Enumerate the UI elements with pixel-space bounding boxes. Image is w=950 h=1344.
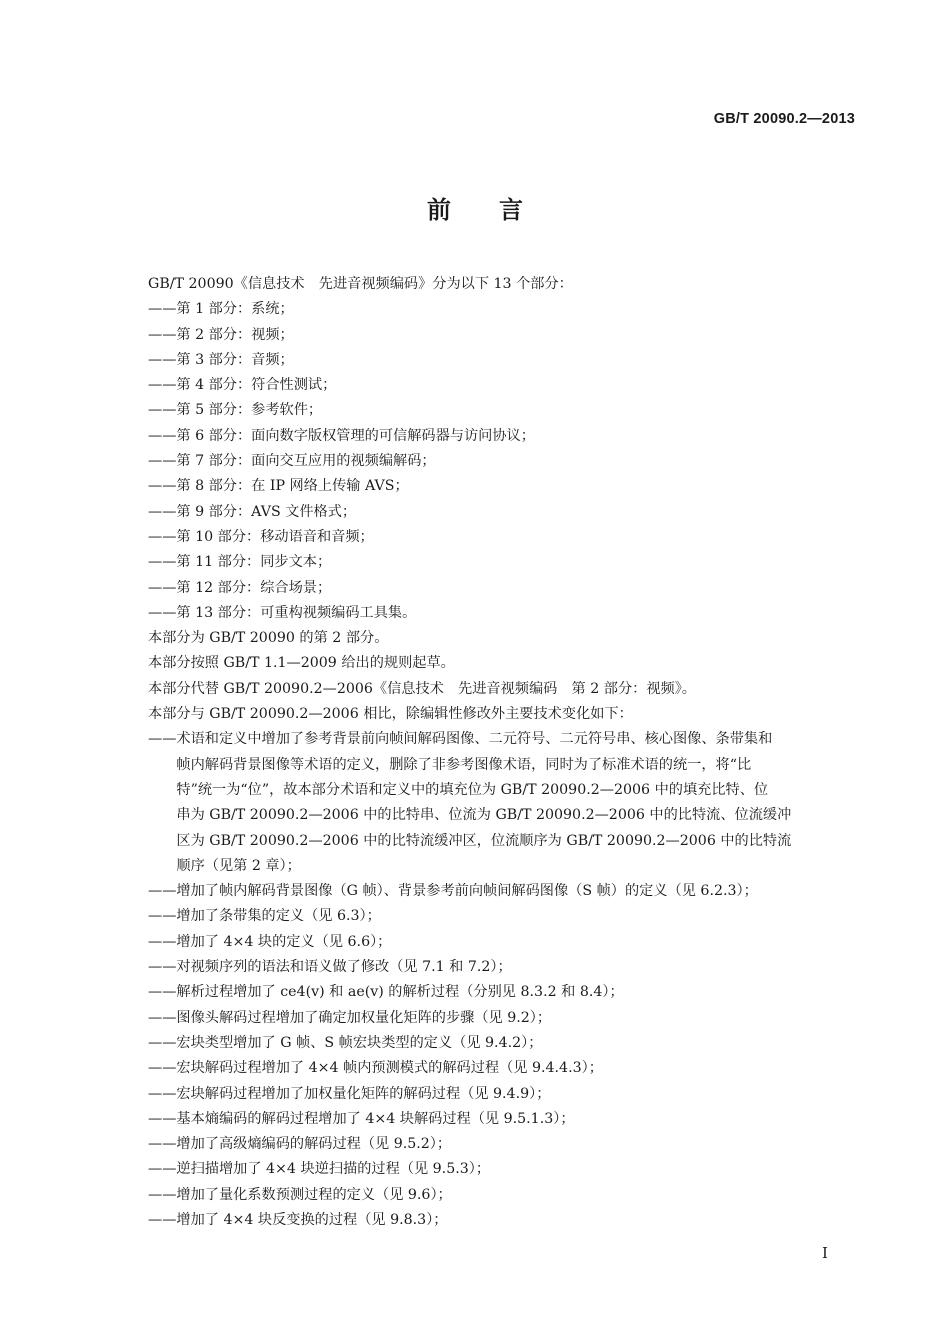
list-item xyxy=(148,1157,860,1182)
list-item xyxy=(148,297,860,322)
list-item xyxy=(148,1132,860,1157)
text-line: 顺序（见第 2 章）； xyxy=(176,857,301,874)
text-line: 串为 GB/T 20090.2—2006 中的比特串、位流为 GB/T 20090.2—2006 中的比特流、位流缓冲 xyxy=(176,807,792,824)
text-line: 特”统一为“位”，故本部分术语和定义中的填充位为 GB/T 20090.2—2006 中的填充比特、位 xyxy=(176,781,769,798)
text-line: 区为 GB/T 20090.2—2006 中的比特流缓冲区，位流顺序为 GB/T 20090.2—2006 中的比特流 xyxy=(176,832,792,849)
dash-marker: —— xyxy=(148,984,177,1001)
list-item-text: 增加了条带集的定义（见 6.3）； xyxy=(176,908,381,925)
statement-paragraph: 本部分代替 GB/T 20090.2—2006《信息技术 先进音视频编码 第 2 部分：视频》。 xyxy=(148,680,696,697)
standard-code: GB/T 20090.2—2013 xyxy=(713,111,855,127)
dash-marker: —— xyxy=(148,1186,177,1203)
list-item-text: 第 6 部分：面向数字版权管理的可信解码器与访问协议； xyxy=(176,427,535,444)
dash-marker: —— xyxy=(148,427,177,444)
dash-marker: —— xyxy=(148,1085,177,1102)
list-item-text: 第 9 部分：AVS 文件格式； xyxy=(176,503,357,520)
list-item-text: 宏块解码过程增加了 4×4 帧内预测模式的解码过程（见 9.4.4.3）； xyxy=(176,1060,603,1077)
dash-marker: —— xyxy=(148,402,177,419)
dash-marker: —— xyxy=(148,453,177,470)
list-item xyxy=(148,930,860,955)
dash-marker: —— xyxy=(148,604,177,621)
list-item xyxy=(148,1031,860,1056)
changes-list xyxy=(148,727,860,1233)
dash-marker: —— xyxy=(148,731,177,748)
list-item xyxy=(148,1208,860,1233)
dash-marker: —— xyxy=(148,377,177,394)
list-item-text xyxy=(176,727,860,879)
list-item-text: 增加了 4×4 块的定义（见 6.6）； xyxy=(176,933,392,950)
statement-paragraph: 本部分为 GB/T 20090 的第 2 部分。 xyxy=(148,630,389,647)
list-item-text: 增加了量化系数预测过程的定义（见 9.6）； xyxy=(176,1186,452,1203)
dash-marker: —— xyxy=(148,1060,177,1077)
dash-marker: —— xyxy=(148,933,177,950)
dash-marker: —— xyxy=(148,301,177,318)
dash-marker: —— xyxy=(148,1211,177,1228)
dash-marker: —— xyxy=(148,503,177,520)
list-item-text: 第 10 部分：移动语音和音频； xyxy=(176,528,374,545)
list-item-text: 第 12 部分：综合场景； xyxy=(176,579,332,596)
dash-marker: —— xyxy=(148,326,177,343)
list-item-text: 增加了高级熵编码的解码过程（见 9.5.2）； xyxy=(176,1136,452,1153)
dash-marker: —— xyxy=(148,1161,177,1178)
list-item-text: 宏块类型增加了 G 帧、S 帧宏块类型的定义（见 9.4.2）； xyxy=(176,1034,543,1051)
list-item-text: 第 13 部分：可重构视频编码工具集。 xyxy=(176,604,417,621)
list-item-text: 图像头解码过程增加了确定加权量化矩阵的步骤（见 9.2）； xyxy=(176,1009,552,1026)
list-item-text: 宏块解码过程增加了加权量化矩阵的解码过程（见 9.4.9）； xyxy=(176,1085,551,1102)
list-item-text: 对视频序列的语法和语义做了修改（见 7.1 和 7.2）； xyxy=(176,959,512,976)
list-item xyxy=(148,955,860,980)
document-body xyxy=(148,272,860,1233)
dash-marker: —— xyxy=(148,579,177,596)
list-item-text: 第 7 部分：面向交互应用的视频编解码； xyxy=(176,453,436,470)
dash-marker: —— xyxy=(148,1110,177,1127)
list-item xyxy=(148,1006,860,1031)
list-item-text: 基本熵编码的解码过程增加了 4×4 块解码过程（见 9.5.1.3）； xyxy=(176,1110,575,1127)
list-item-text: 解析过程增加了 ce4(v) 和 ae(v) 的解析过程（分别见 8.3.2 和 8.4）； xyxy=(176,984,624,1001)
list-item xyxy=(148,1056,860,1081)
list-item xyxy=(148,576,860,601)
list-item xyxy=(148,398,860,423)
list-item-text: 第 1 部分：系统； xyxy=(176,301,294,318)
list-item-text: 第 8 部分：在 IP 网络上传输 AVS； xyxy=(176,478,409,495)
intro-paragraph: GB/T 20090《信息技术 先进音视频编码》分为以下 13 个部分： xyxy=(148,276,573,292)
parts-list xyxy=(148,297,860,626)
list-item-text: 第 11 部分：同步文本； xyxy=(176,554,332,571)
list-item xyxy=(148,449,860,474)
list-item-text: 第 3 部分：音频； xyxy=(176,351,294,368)
list-item xyxy=(148,550,860,575)
list-item xyxy=(148,500,860,525)
list-item xyxy=(148,727,860,879)
list-item-text: 第 2 部分：视频； xyxy=(176,326,294,343)
text-line: 术语和定义中增加了参考背景前向帧间解码图像、二元符号、二元符号串、核心图像、条带集和 xyxy=(176,731,773,748)
list-item xyxy=(148,980,860,1005)
dash-marker: —— xyxy=(148,959,177,976)
list-item-text: 增加了 4×4 块反变换的过程（见 9.8.3）； xyxy=(176,1211,448,1228)
dash-marker: —— xyxy=(148,1009,177,1026)
list-item-text: 第 5 部分：参考软件； xyxy=(176,402,323,419)
dash-marker: —— xyxy=(148,883,177,900)
list-item xyxy=(148,474,860,499)
list-item xyxy=(148,904,860,929)
list-item xyxy=(148,323,860,348)
list-item-text: 第 4 部分：符合性测试； xyxy=(176,377,337,394)
page-number: I xyxy=(822,1244,828,1262)
list-item xyxy=(148,601,860,626)
dash-marker: —— xyxy=(148,478,177,495)
dash-marker: —— xyxy=(148,554,177,571)
dash-marker: —— xyxy=(148,351,177,368)
text-line: 帧内解码背景图像等术语的定义，删除了非参考图像术语，同时为了标准术语的统一，将“比 xyxy=(176,756,752,773)
list-item-text: 逆扫描增加了 4×4 块逆扫描的过程（见 9.5.3）； xyxy=(176,1161,491,1178)
list-item xyxy=(148,879,860,904)
dash-marker: —— xyxy=(148,908,177,925)
list-item xyxy=(148,424,860,449)
list-item xyxy=(148,1107,860,1132)
dash-marker: —— xyxy=(148,528,177,545)
list-item-text: 增加了帧内解码背景图像（G 帧）、背景参考前向帧间解码图像（S 帧）的定义（见 6.2.3）； xyxy=(176,883,758,900)
list-item xyxy=(148,348,860,373)
statement-paragraph: 本部分按照 GB/T 1.1—2009 给出的规则起草。 xyxy=(148,655,455,672)
list-item xyxy=(148,525,860,550)
page-title: 前言 xyxy=(427,196,571,224)
statements xyxy=(148,626,860,727)
dash-marker: —— xyxy=(148,1136,177,1153)
list-item xyxy=(148,373,860,398)
list-item xyxy=(148,1183,860,1208)
list-item xyxy=(148,1082,860,1107)
statement-paragraph: 本部分与 GB/T 20090.2—2006 相比，除编辑性修改外主要技术变化如下： xyxy=(148,706,633,723)
dash-marker: —— xyxy=(148,1034,177,1051)
